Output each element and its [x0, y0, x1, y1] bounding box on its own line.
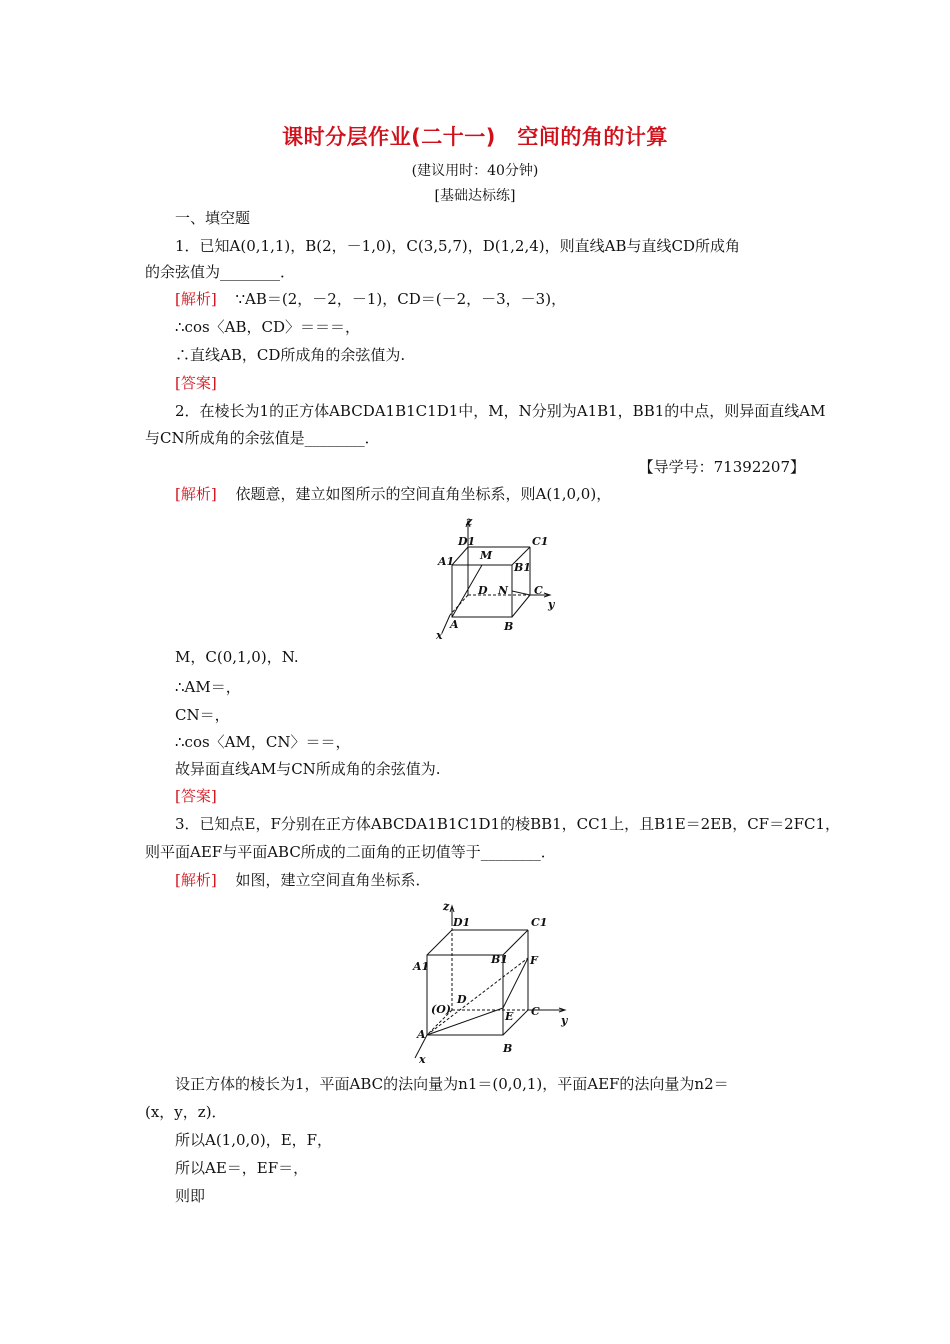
q2-jiexi-tag: [解析] [175, 485, 217, 503]
page-title: 课时分层作业(二十一) 空间的角的计算 [282, 125, 668, 149]
q3-line2: 则平面AEF与平面ABC所成的二面角的正切值等于________． [145, 843, 556, 861]
label-d: D [457, 993, 467, 1006]
q3-solution-text0: 如图，建立空间直角坐标系． [235, 871, 431, 889]
q2-line1: 2．在棱长为1的正方体ABCDA1B1C1D1中，M，N分别为A1B1，BB1的中点，则异面直线AM [175, 402, 826, 420]
q3-jiexi-tag: [解析] [175, 871, 217, 889]
label-b: B [504, 620, 514, 633]
label-a: A [450, 618, 459, 631]
cube-figure-1 [430, 515, 560, 643]
label-y: y [561, 1014, 568, 1027]
label-c: C [534, 584, 543, 597]
segment-cn [512, 591, 530, 595]
q3-solution-line4: 所以AE＝，EF＝， [175, 1159, 309, 1177]
edge-b1c1 [503, 930, 528, 955]
q1-solution-text1: ∵AB＝(2，－2，－1)，CD＝(－2，－3，－3)， [235, 290, 567, 308]
segment-af [427, 958, 528, 1035]
q3-solution-line0 [175, 870, 431, 890]
label-f: F [530, 954, 538, 967]
q3-solution-line1: 设正方体的棱长为1，平面ABC的法向量为n1＝(0,0,1)，平面AEF的法向量为n2＝ [175, 1075, 729, 1093]
q3-solution-line5: 则即 [175, 1187, 206, 1205]
label-c1: C1 [531, 916, 548, 929]
label-c1: C1 [532, 535, 549, 548]
q1-jiexi-tag: [解析] [175, 290, 217, 308]
q1-answer-tag: [答案] [175, 374, 217, 392]
q1-solution-line3: ∴直线AB，CD所成角的余弦值为. [175, 346, 406, 364]
q2-guide-number: 【导学号：71392207】 [638, 458, 805, 476]
cube-figure-2 [405, 900, 580, 1068]
q3-line1: 3．已知点E，F分别在正方体ABCDA1B1C1D1的棱BB1，CC1上，且B1E＝2EB，CF＝2FC1， [175, 815, 841, 833]
label-z: z [443, 900, 450, 913]
edge-a1d1 [452, 547, 468, 565]
label-x: x [436, 629, 443, 642]
q1-line1: 1．已知A(0,1,1)，B(2，－1,0)，C(3,5,7)，D(1,2,4)，则直线AB与直线CD所成角 [175, 237, 740, 255]
suggested-time: (建议用时：40分钟) [411, 163, 539, 179]
label-a1: A1 [413, 960, 430, 973]
label-d1: D1 [453, 916, 471, 929]
label-o: (O) [431, 1003, 451, 1016]
edge-a1d1 [427, 930, 452, 955]
part-heading: 一、填空题 [175, 209, 251, 227]
q1-line2: 的余弦值为________． [145, 263, 296, 281]
q3-solution-line2: (x，y，z)． [145, 1103, 227, 1121]
q3-solution-line3: 所以A(1,0,0)，E，F， [175, 1131, 333, 1149]
label-d: D [478, 584, 488, 597]
q2-line2: 与CN所成角的余弦值是________． [145, 429, 380, 447]
label-b1: B1 [491, 953, 508, 966]
label-y: y [548, 598, 555, 611]
q2-solution-line2: ∴AM＝， [175, 678, 241, 696]
edge-bc [512, 595, 530, 617]
q1-solution-line1 [175, 289, 566, 309]
label-d1: D1 [458, 535, 476, 548]
label-n: N [498, 584, 509, 597]
label-a: A [417, 1028, 426, 1041]
label-b1: B1 [514, 561, 531, 574]
label-x: x [419, 1053, 426, 1066]
label-m: M [480, 549, 493, 562]
q1-solution-line2: ∴cos〈AB，CD〉＝＝＝， [175, 318, 361, 336]
x-axis [442, 615, 450, 633]
label-c: C [531, 1005, 540, 1018]
q2-solution-line3: CN＝， [175, 706, 230, 724]
q2-solution-line5: 故异面直线AM与CN所成角的余弦值为. [175, 760, 441, 778]
label-b: B [503, 1042, 513, 1055]
q2-solution-text0: 依题意，建立如图所示的空间直角坐标系，则A(1,0,0)， [235, 485, 612, 503]
label-e: E [505, 1010, 514, 1023]
label-a1: A1 [438, 555, 455, 568]
label-z: z [466, 515, 473, 528]
q2-solution-line4: ∴cos〈AM，CN〉＝＝， [175, 733, 351, 751]
q2-answer-tag: [答案] [175, 787, 217, 805]
q2-solution-line0 [175, 484, 611, 504]
q2-solution-line1: M，C(0,1,0)，N. [175, 648, 299, 666]
section-label: [基础达标练] [434, 188, 516, 204]
